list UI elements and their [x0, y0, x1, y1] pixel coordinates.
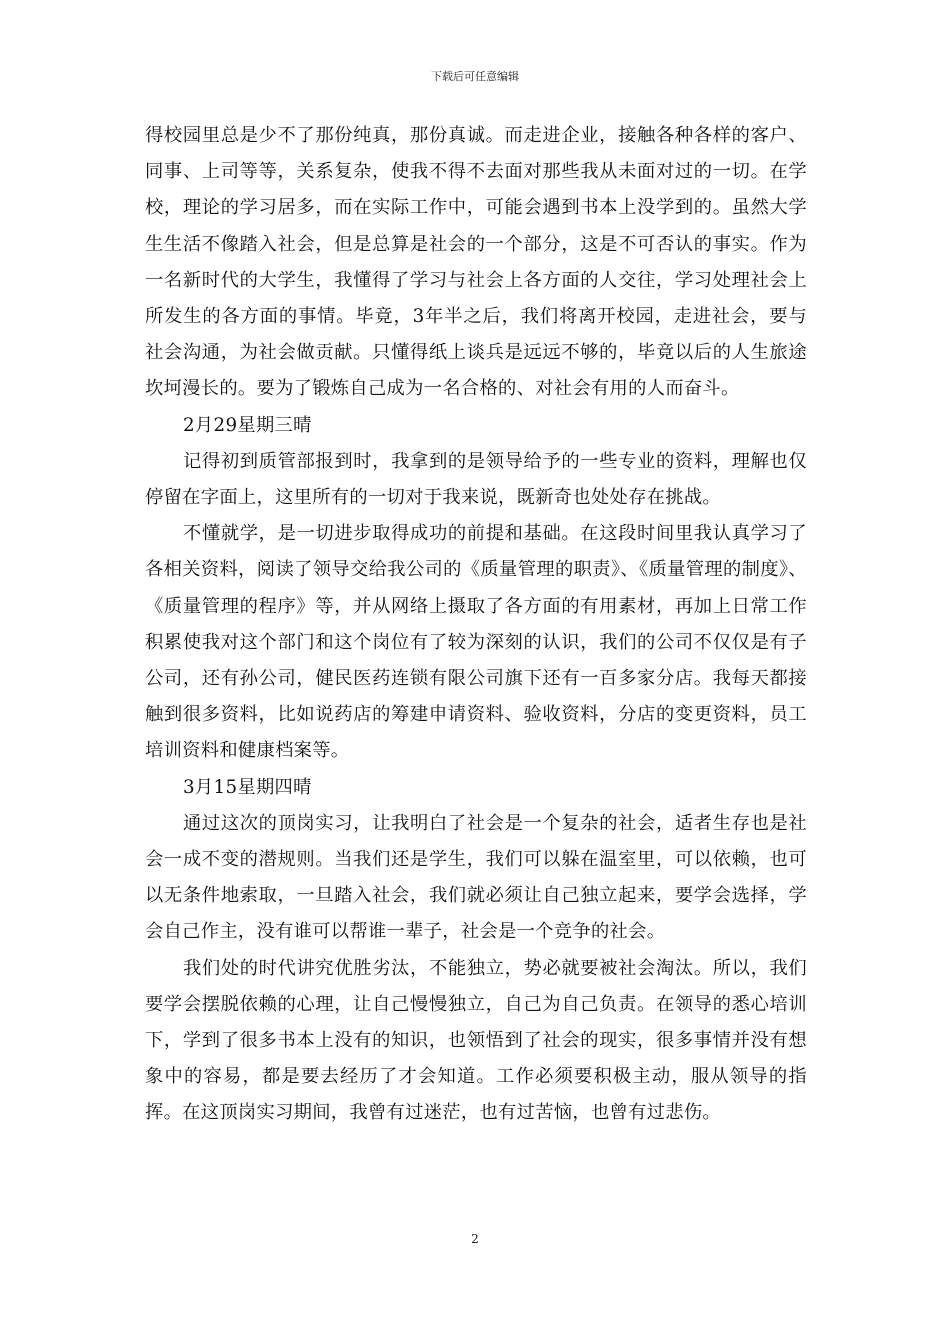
- paragraph: 我们处的时代讲究优胜劣汰，不能独立，势必就要被社会淘汰。所以，我们要学会摆脱依赖的心理，让自己慢慢独立，自己为自己负责。在领导的悉心培训下，学到了很多书本上没有的知识，也领悟到了社会的现实，很多事情并没有想象中的容易，都是要去经历了才会知道。工作必须要积极主动，服从领导的指挥。在这顶岗实习期间，我曾有过迷茫，也有过苦恼，也曾有过悲伤。: [145, 957, 807, 1124]
- paragraph-continued: 得校园里总是少不了那份纯真，那份真诚。而走进企业，接触各种各样的客户、同事、上司等等，关系复杂，使我不得不去面对那些我从未面对过的一切。在学校，理论的学习居多，而在实际工作中，可能会遇到书本上没学到的。虽然大学生生活不像踏入社会，但是总算是社会的一个部分，这是不可否认的事实。作为一名新时代的大学生，我懂得了学习与社会上各方面的人交往，学习处理社会上所发生的各方面的事情。毕竟，3年半之后，我们将离开校园，走进社会，要与社会沟通，为社会做贡献。只懂得纸上谈兵是远远不够的，毕竟以后的人生旅途坎坷漫长的。要为了锻炼自己成为一名合格的、对社会有用的人而奋斗。: [145, 125, 807, 400]
- diary-date-heading: 2月29星期三晴: [183, 414, 312, 436]
- document-body: [145, 118, 807, 1132]
- paragraph: 记得初到质管部报到时，我拿到的是领导给予的一些专业的资料，理解也仅停留在字面上，这里所有的一切对于我来说，既新奇也处处存在挑战。: [145, 450, 807, 509]
- page-number: 2: [471, 1232, 479, 1246]
- page-header: 下载后可任意编辑: [431, 70, 519, 83]
- paragraph: 不懂就学，是一切进步取得成功的前提和基础。在这段时间里我认真学习了各相关资料，阅读了领导交给我公司的《质量管理的职责》、《质量管理的制度》、《质量管理的程序》等，并从网络上摄取了各方面的有用素材，再加上日常工作积累使我对这个部门和这个岗位有了较为深刻的认识，我们的公司不仅仅是有子公司，还有孙公司，健民医药连锁有限公司旗下还有一百多家分店。我每天都接触到很多资料，比如说药店的筹建申请资料、验收资料，分店的变更资料，员工培训资料和健康档案等。: [145, 523, 807, 762]
- diary-date-heading: 3月15星期四晴: [183, 776, 312, 798]
- paragraph: 通过这次的顶岗实习，让我明白了社会是一个复杂的社会，适者生存也是社会一成不变的潜规则。当我们还是学生，我们可以躲在温室里，可以依赖，也可以无条件地索取，一旦踏入社会，我们就必须让自己独立起来，要学会选择，学会自己作主，没有谁可以帮谁一辈子，社会是一个竞争的社会。: [145, 812, 807, 943]
